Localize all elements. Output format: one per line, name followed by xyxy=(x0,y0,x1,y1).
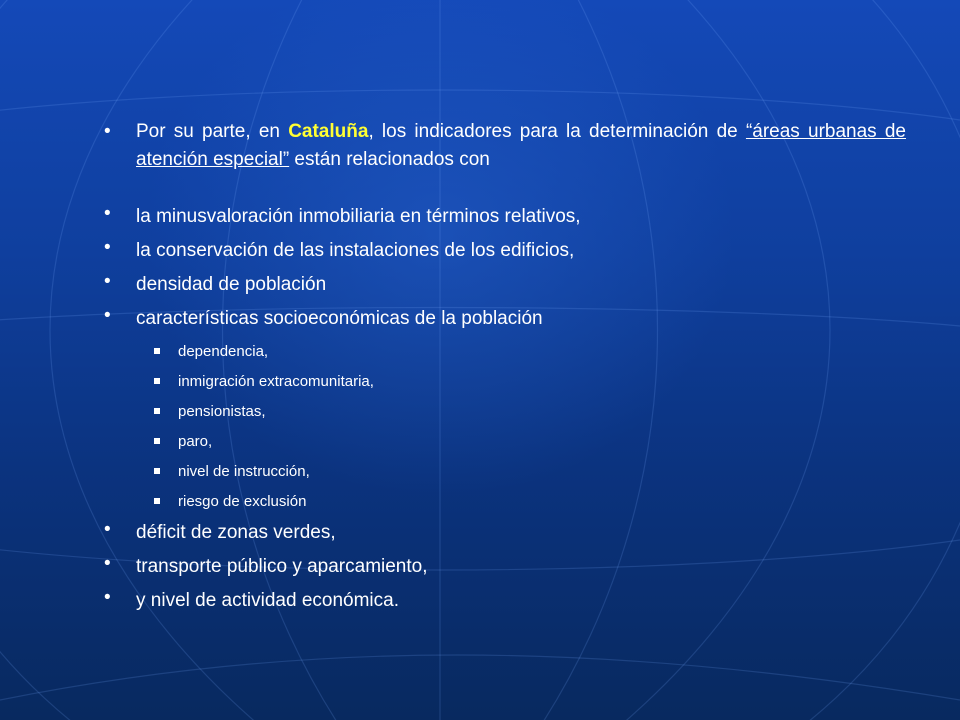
sub-list-item xyxy=(104,456,906,486)
sub-list-item xyxy=(104,336,906,366)
list-item-text: déficit de zonas verdes, xyxy=(136,522,336,543)
sub-list-item-text: inmigración extracomunitaria, xyxy=(178,372,374,390)
bullet: • xyxy=(104,271,111,292)
square-bullet-icon xyxy=(154,408,160,414)
sub-list-item-text: nivel de instrucción, xyxy=(178,462,310,480)
square-bullet-icon xyxy=(154,468,160,474)
bullet: • xyxy=(104,121,111,142)
list-item-text: densidad de población xyxy=(136,274,327,295)
list-item xyxy=(104,516,906,550)
list-item xyxy=(104,302,906,336)
list-item xyxy=(104,268,906,302)
indicator-list xyxy=(104,200,906,618)
sub-list-item-text: dependencia, xyxy=(178,342,269,360)
intro-text xyxy=(136,118,906,174)
highlight-cataluna: Cataluña xyxy=(288,121,369,142)
sub-list-item xyxy=(104,396,906,426)
list-item-text: características socioeconómicas de la población xyxy=(136,308,543,329)
bullet: • xyxy=(104,587,111,608)
intro-text-part1: Por su parte, en xyxy=(136,121,289,142)
square-bullet-icon xyxy=(154,438,160,444)
bullet: • xyxy=(104,553,111,574)
list-item-text: transporte público y aparcamiento, xyxy=(136,556,428,577)
bullet: • xyxy=(104,305,111,326)
list-item xyxy=(104,584,906,618)
square-bullet-icon xyxy=(154,348,160,354)
list-item xyxy=(104,200,906,234)
sub-list-item xyxy=(104,426,906,456)
sub-list-item-text: pensionistas, xyxy=(178,402,266,420)
slide-content xyxy=(104,118,906,618)
underlined-term: “áreas urbanas de atención especial” xyxy=(136,121,907,170)
sub-list-item xyxy=(104,366,906,396)
list-item-text: la conservación de las instalaciones de los edificios, xyxy=(136,240,575,261)
bullet: • xyxy=(104,519,111,540)
list-item xyxy=(104,550,906,584)
square-bullet-icon xyxy=(154,498,160,504)
list-item xyxy=(104,234,906,268)
intro-text-part2: , los indicadores para la determinación de xyxy=(368,121,746,142)
list-item-text: y nivel de actividad económica. xyxy=(136,590,399,611)
bullet: • xyxy=(104,203,111,224)
bullet: • xyxy=(104,237,111,258)
intro-text-part3: están relacionados con xyxy=(289,149,490,170)
sub-list-item-text: paro, xyxy=(178,432,213,450)
square-bullet-icon xyxy=(154,378,160,384)
list-item-text: la minusvaloración inmobiliaria en términos relativos, xyxy=(136,206,581,227)
sub-list-item xyxy=(104,486,906,516)
intro-paragraph xyxy=(104,118,906,174)
sub-list-item-text: riesgo de exclusión xyxy=(178,492,307,510)
